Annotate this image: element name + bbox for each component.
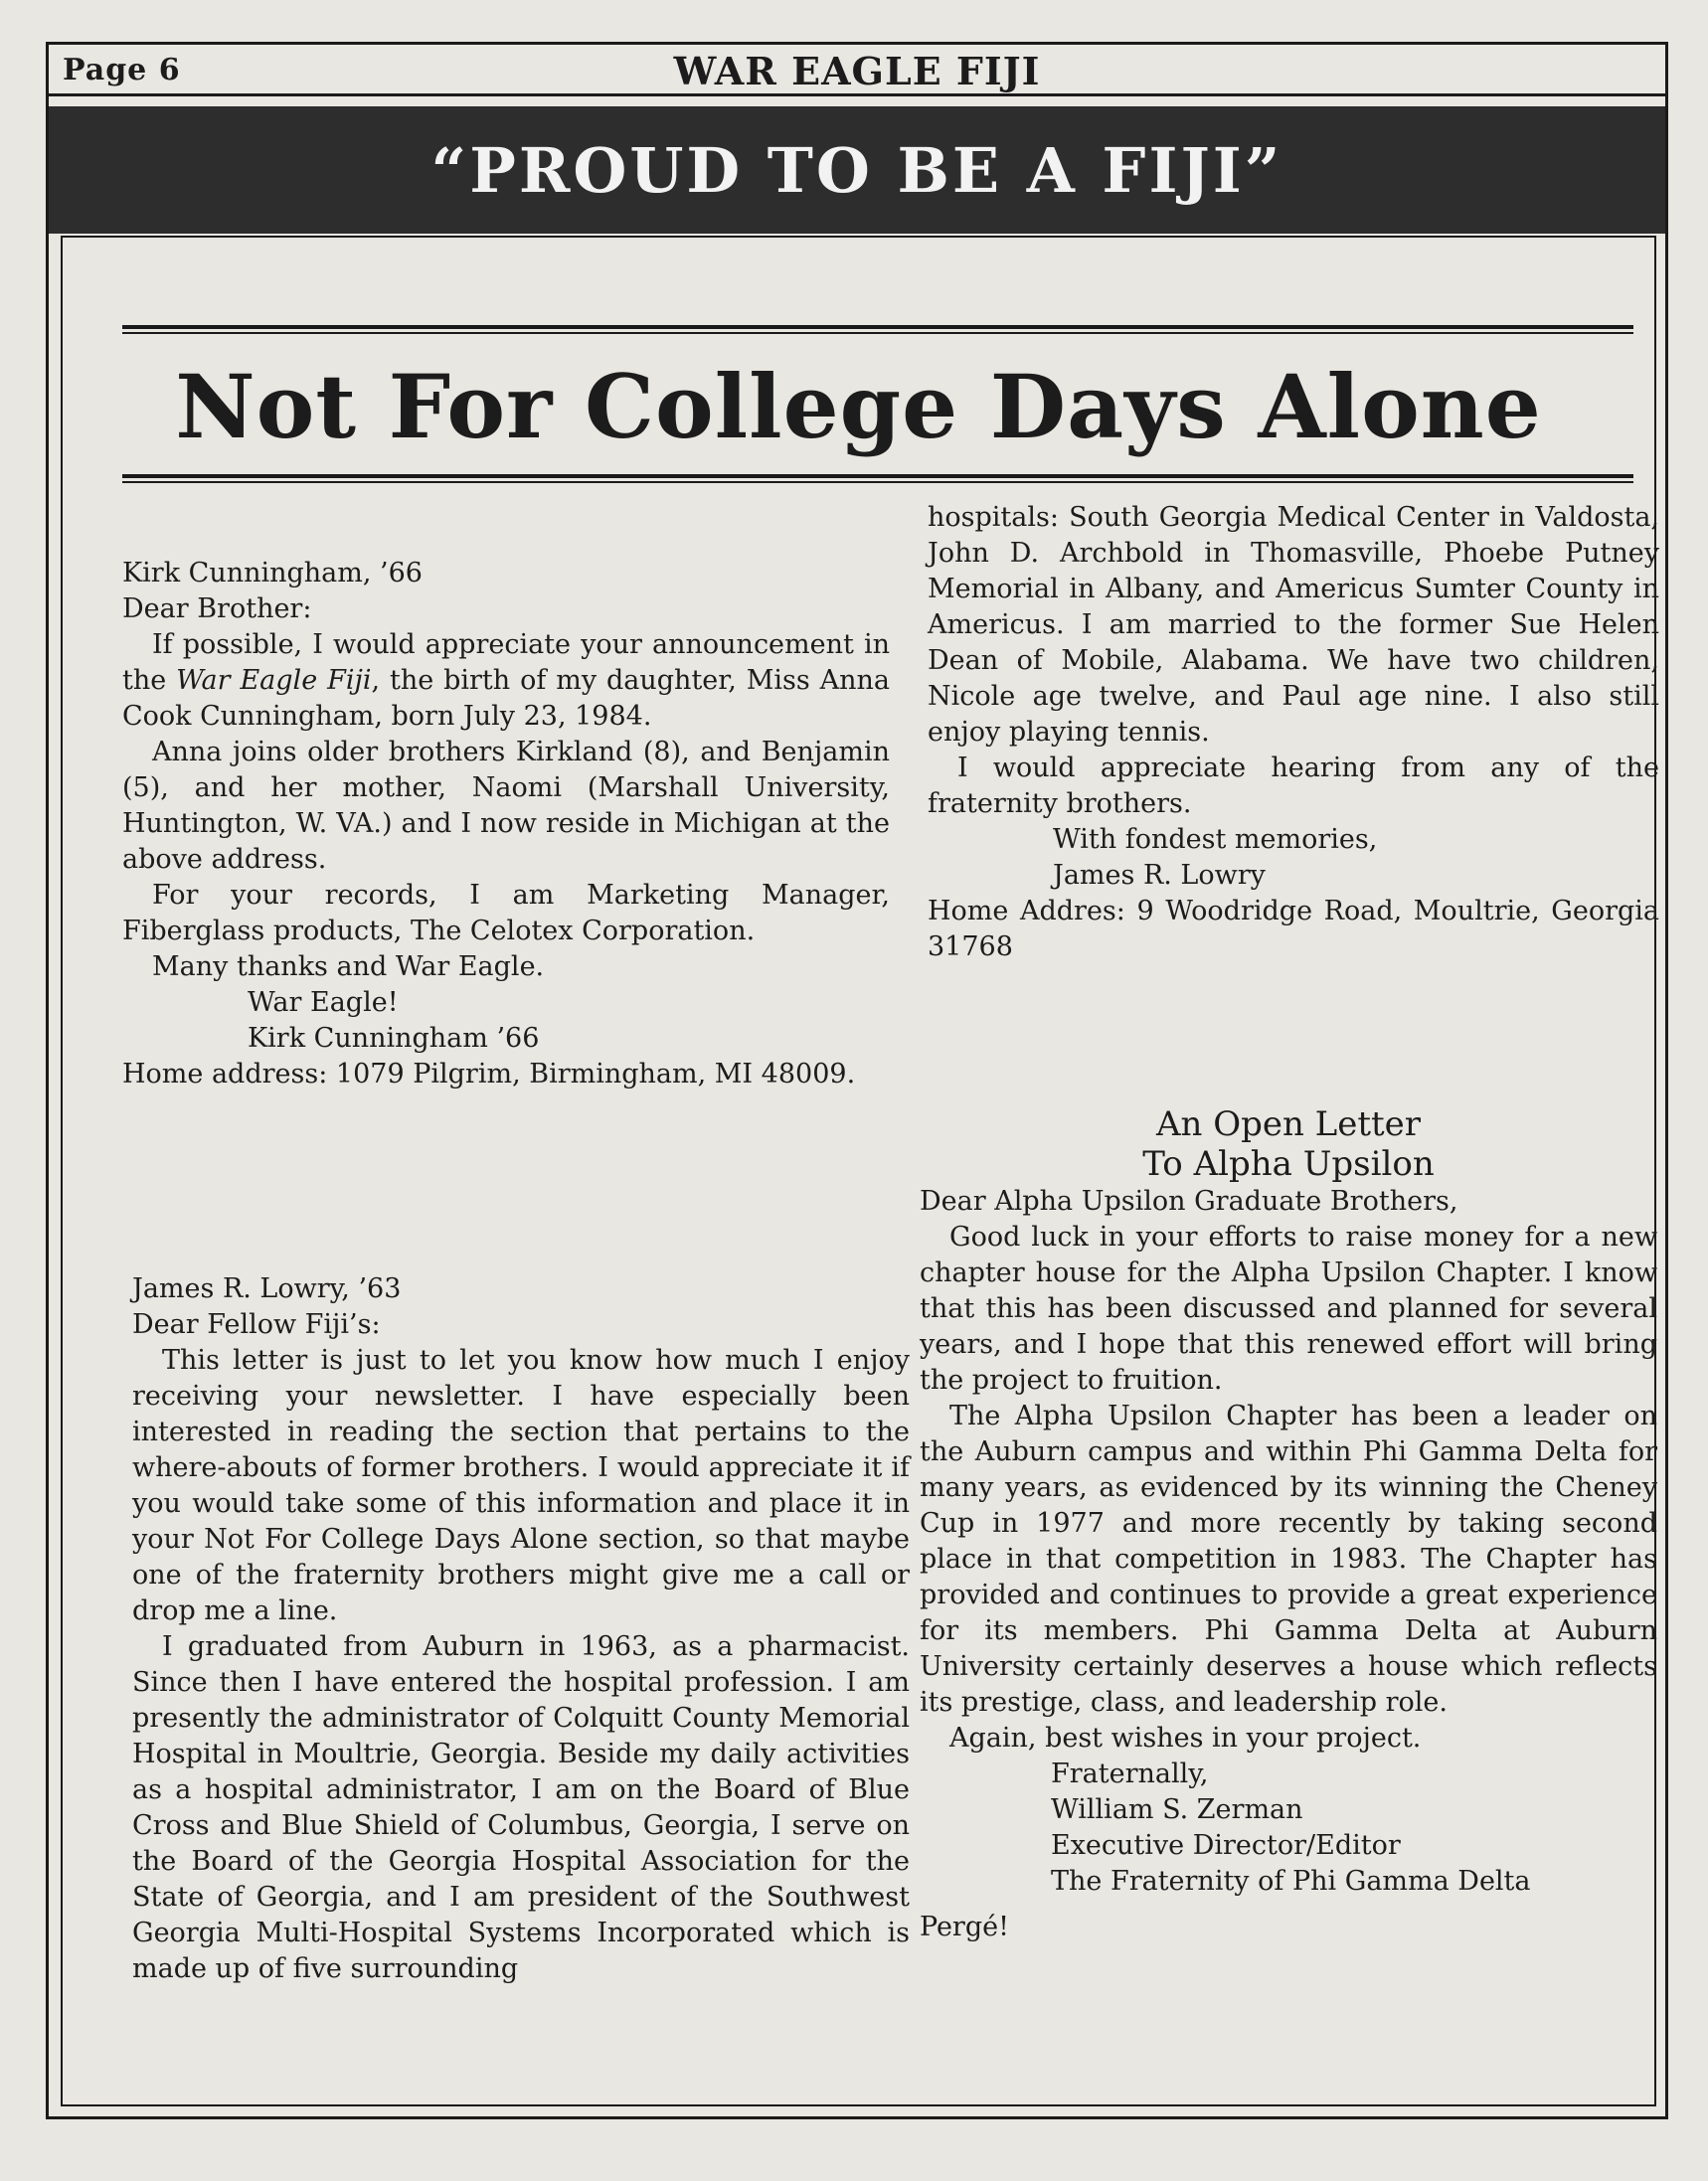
letter-paragraph: Anna joins older brothers Kirkland (8), and Benjamin (5), and her mother, Naomi (Marshall University, Huntington, W. VA.) and I now reside in Michigan at the above address.: [122, 737, 890, 875]
headline: Not For College Days Alone: [175, 355, 1542, 458]
newsletter-title-italic: War Eagle Fiji: [176, 665, 372, 696]
open-letter: [920, 1104, 1657, 1945]
letter-salutation: Dear Alpha Upsilon Graduate Brothers,: [920, 1186, 1458, 1217]
letter-paragraph: This letter is just to let you know how much I enjoy receiving your newsletter. I have especially been interested in reading the section that pertains to the where-abouts of former brothers. I would appreciate it if you would take some of this information and place it in your Not For College Days Alone section, so that maybe one of the fraternity brothers might give me a call or drop me a line.: [132, 1345, 910, 1626]
letter-closing: Fraternally,: [1051, 1759, 1209, 1789]
letter-paragraph: Many thanks and War Eagle.: [152, 951, 545, 982]
letter-postscript: Pergé!: [920, 1912, 1009, 1942]
letter-paragraph: If possible, I would appreciate your announcement in the War Eagle Fiji, the birth of my daughter, Miss Anna Cook Cunningham, born July 23, 1984.: [122, 629, 890, 732]
letter-cunningham: [122, 556, 890, 1092]
letter-author: James R. Lowry, ’63: [132, 1273, 402, 1304]
banner-title: “PROUD TO BE A FIJI”: [430, 134, 1283, 207]
content-box: [61, 236, 1659, 2106]
letter-paragraph: For your records, I am Marketing Manager, Fiberglass products, The Celotex Corporation.: [122, 880, 890, 946]
headline-rule-bottom: [122, 474, 1633, 483]
page-number: Page 6: [63, 53, 181, 87]
letter-paragraph: Again, best wishes in your project.: [949, 1723, 1422, 1754]
letter-lowry: [132, 1271, 910, 1987]
section-banner: [49, 106, 1665, 234]
letter-signature: William S. Zerman: [1051, 1794, 1303, 1825]
letter-paragraph: I would appreciate hearing from any of the fraternity brothers.: [928, 753, 1659, 819]
letter-salutation: Dear Fellow Fiji’s:: [132, 1309, 381, 1340]
letter-author: Kirk Cunningham, ’66: [122, 558, 423, 588]
letter-signature: James R. Lowry: [1053, 860, 1266, 891]
newsletter-name: WAR EAGLE FIJI: [673, 49, 1041, 93]
letter-closing: War Eagle!: [248, 987, 399, 1018]
letter-salutation: Dear Brother:: [122, 593, 312, 624]
page-frame: [46, 42, 1668, 2119]
headline-rule-top: [122, 325, 1633, 334]
letter-signer-role: Executive Director/Editor: [1051, 1830, 1401, 1861]
letter-paragraph: Good luck in your efforts to raise money for a new chapter house for the Alpha Upsilon Chapter. I know that this has been discussed and planned for several years, and I hope that this renewed effort will bring the project to fruition.: [920, 1222, 1657, 1396]
letter-paragraph: The Alpha Upsilon Chapter has been a leader on the Auburn campus and within Phi Gamma Delta for many years, as evidenced by its winning the Cheney Cup in 1977 and more recently by taking second place in that competition in 1983. The Chapter has provided and continues to provide a great experience for its members. Phi Gamma Delta at Auburn University certainly deserves a house which reflects its prestige, class, and leadership role.: [920, 1401, 1657, 1718]
letter-signer-org: The Fraternity of Phi Gamma Delta: [1051, 1866, 1531, 1897]
open-letter-title-line2: To Alpha Upsilon: [1142, 1144, 1435, 1184]
letter-address: Home address: 1079 Pilgrim, Birmingham, MI 48009.: [122, 1059, 856, 1090]
letter-paragraph: hospitals: South Georgia Medical Center in Valdosta, John D. Archbold in Thomasville, Phoebe Putney Memorial in Albany, and Americus Sumter County in Americus. I am married to the former Sue Helen Dean of Mobile, Alabama. We have two children, Nicole age twelve, and Paul age nine. I also still enjoy playing tennis.: [928, 502, 1659, 748]
letter-closing: With fondest memories,: [1053, 824, 1378, 855]
letter-signature: Kirk Cunningham ’66: [248, 1023, 540, 1054]
letter-lowry-continued: [928, 500, 1659, 965]
letter-address: Home Addres: 9 Woodridge Road, Moultrie, Georgia 31768: [928, 896, 1659, 962]
letter-paragraph: I graduated from Auburn in 1963, as a pharmacist. Since then I have entered the hospital profession. I am presently the administrator of Colquitt County Memorial Hospital in Moultrie, Georgia. Beside my daily activities as a hospital administrator, I am on the Board of Blue Cross and Blue Shield of Columbus, Georgia, I serve on the Board of the Georgia Hospital Association for the State of Georgia, and I am president of the Southwest Georgia Multi-Hospital Systems Incorporated which is made up of five surrounding: [132, 1631, 910, 1984]
open-letter-title: An Open Letter: [1155, 1104, 1422, 1144]
masthead: [49, 45, 1665, 96]
